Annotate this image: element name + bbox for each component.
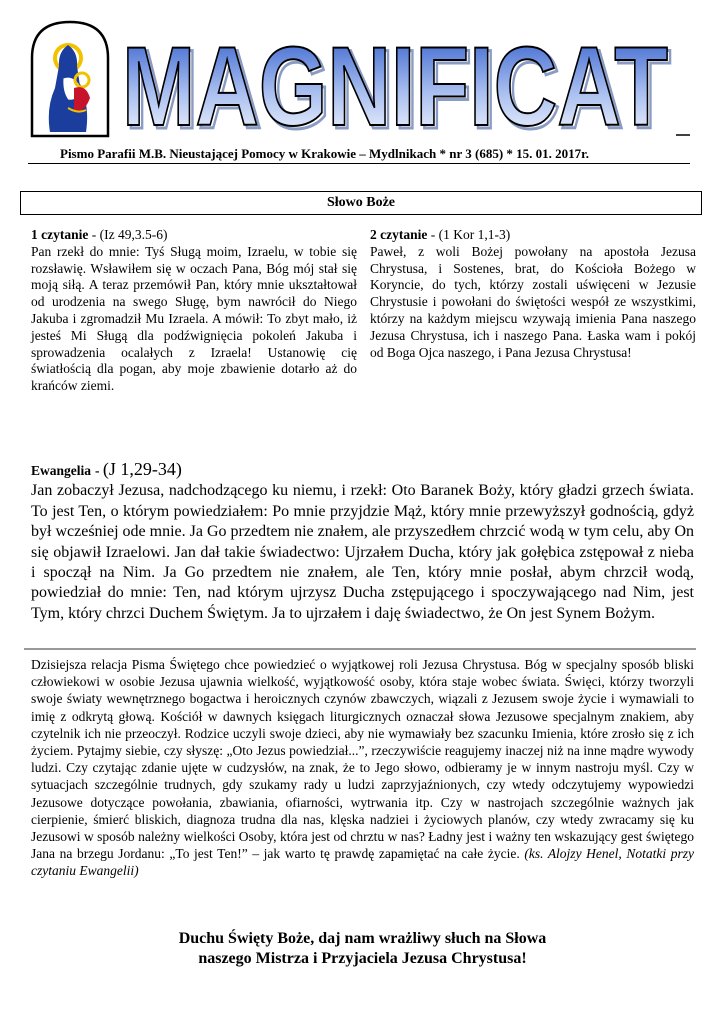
masthead-subtitle: Pismo Parafii M.B. Nieustającej Pomocy w Krakowie – Mydlnikach * nr 3 (685) * 15. 01. 2017r. — [60, 146, 589, 161]
commentary-source: (ks. Alojzy Henel, Notatki przy czytaniu Ewangelii) — [31, 846, 695, 879]
masthead — [28, 18, 692, 146]
closing-line-2: naszego Mistrza i Przyjaciela Jezusa Chrystusa! — [198, 950, 527, 967]
gospel-label: Ewangelia — [31, 463, 92, 478]
masthead-title — [122, 24, 671, 146]
first-reading-ref: (Iz 49,3.5-6) — [99, 227, 168, 242]
closing-line-1: Duchu Święty Boże, daj nam wrażliwy słuch na Słowa — [178, 930, 547, 947]
second-reading-label: 2 czytanie — [370, 227, 428, 242]
second-reading-ref: (1 Kor 1,1-3) — [438, 227, 511, 242]
gospel-ref: (J 1,29-34) — [102, 459, 182, 479]
madonna-logo-icon — [32, 22, 108, 136]
second-reading: 2 czytanie - (1 Kor 1,1-3) Paweł, z woli Bożej powołany na apostoła Jezusa Chrystusa, i Sostenes, brat, do Kościoła Bożego w Koryncie, do tych, którzy zostali uświęceni w Jezusie Chrystusie i powołani do świętości wespół ze wszystkimi, którzy na każdym miejscu wzywają imienia Pana naszego Jezusa Chrystusa, ich i naszego Pana. Łaska wam i pokój od Boga Ojca naszego, i Pana Jezusa Chrystusa! — [370, 227, 696, 360]
commentary — [31, 656, 694, 880]
gospel-text: Jan zobaczył Jezusa, nadchodzącego ku niemu, i rzekł: Oto Baranek Boży, który gładzi grzech świata. To jest Ten, o którym powiedziałem: Po mnie przyjdzie Mąż, który mnie przewyższył godnością, gdyż był wcześniej ode mnie. Ja Go przedtem nie znałem, ale przyszedłem chrzcić wodą w tym celu, aby On się objawił Izraelowi. Jan dał takie świadectwo: Ujrzałem Ducha, który jak gołębica zstępował z nieba i spoczął na Nim. Ja Go przedtem nie znałem, ale Ten, który mnie posłał, abym chrzcił wodą, powiedział do mnie: Ten, nad którym ujrzysz Ducha zstępującego i spoczywającego nad Nim, jest Tym, który chrzci Duchem Świętym. Ja to ujrzałem i daję świadectwo, że On jest Synem Bożym. — [31, 482, 694, 622]
first-reading: 1 czytanie - (Iz 49,3.5-6) Pan rzekł do mnie: Tyś Sługą moim, Izraelu, w tobie się rozsławię. Wsławiłem się w oczach Pana, Bóg mój stał się moją siłą. A teraz przemówił Pan, który mnie ukształtował od urodzenia na swego Sługę, bym nawrócił do Niego Jakuba i zgromadził Mu Izraela. A mówił: To zbyt mało, iż jesteś Mi Sługą dla podźwignięcia pokoleń Jakuba i sprowadzenia ocalałych z Izraela! Ustanowię cię światłością dla pogan, aby moje zbawienie dotarło aż do krańców ziemi. — [31, 227, 357, 394]
second-reading-text: Paweł, z woli Bożej powołany na apostoła Jezusa Chrystusa, i Sostenes, brat, do Kościoła Bożego w Koryncie, do tych, którzy zostali uświęceni w Jezusie Chrystusie i powołani do świętości wespół ze wszystkimi, którzy na każdym miejscu wzywają imienia Pana naszego Jezusa Chrystusa, ich i naszego Pana. Łaska wam i pokój od Boga Ojca naszego, i Pana Jezusa Chrystusa! — [370, 243, 696, 360]
commentary-divider — [24, 648, 696, 650]
section-title: Słowo Boże — [20, 191, 702, 215]
header-divider — [28, 163, 690, 164]
svg-text:MAGNIFICAT: MAGNIFICAT — [122, 24, 668, 146]
svg-text:MAGNIFICAT: MAGNIFICAT — [125, 27, 671, 146]
gospel: Ewangelia - (J 1,29-34) Jan zobaczył Jezusa, nadchodzącego ku niemu, i rzekł: Oto Baranek Boży, który gładzi grzech świata. To jest Ten, o którym powiedziałem: Po mnie przyjdzie Mąż, który mnie przewyższył godnością, gdyż był wcześniej ode mnie. Ja Go przedtem nie znałem, ale przyszedłem chrzcić wodą w tym celu, aby On się objawił Izraelowi. Jan dał takie świadectwo: Ujrzałem Ducha, który jak gołębica zstępował z nieba i spoczął na Nim. Ja Go przedtem nie znałem, ale Ten, który mnie posłał, abym chrzcił wodą, powiedział do mnie: Ten, nad którym ujrzysz Ducha zstępującego i spoczywającego nad Nim, jest Tym, który chrzci Duchem Świętym. Ja to ujrzałem i daję świadectwo, że On jest Synem Bożym. — [31, 459, 694, 622]
commentary-text: Dzisiejsza relacja Pisma Świętego chce powiedzieć o wyjątkowej roli Jezusa Chrystusa. Bóg w specjalny sposób bliski człowiekowi w osobie Jezusa ujawnia wielkość, wyjątkowość osoby, która staje wobec świata. Święci, którzy tworzyli swoje światy wewnętrznego bogactwa i heroicznych czynów zbawczych, wiązali z Jezusem swoje życie i wymawiali to imię z odkrytą głową. Kościół w dawnych księgach liturgicznych oznaczał słowa Jezusowe specjalnym znakiem, aby czytelnik ich nie przeoczył. Rodzice uczyli swoje dzieci, aby nie wymawiały bez szacunku Imienia, które zrosło się z ich życiem. Pytajmy siebie, czy słyszę: „Oto Jezus powiedział...”, rzeczywiście reagujemy inaczej niż na inne mądre wywody ludzi. Czy czytając zdanie ujęte w cudzysłów, na znak, że to Jego słowo, odbieramy je w innym nastroju myśl. Czy w sytuacjach szczególnie trudnych, gdy szukamy rady u ludzi zaprzyjaźnionych, czy wtedy odczytujemy wypowiedzi Jezusowe dotyczące powołania, zbawiania, ofiarności, wytrwania itp. Czy w nastrojach szczególnie ważnych jak cierpienie, śmierć bliskich, diagnoza trudna dla nas, klęska nadziei i życiowych planów, czy wtedy zwracamy się ku Jezusowi w sposób należny wielkości Osoby, która jest od chrztu w nas? Ładny jest i ważny ten wskazujący gest świętego Jana na brzegu Jordanu: „To jest Ten!” – jak warto tę prawdę zapamiętać na całe życie. — [31, 657, 694, 862]
first-reading-label: 1 czytanie — [31, 227, 89, 242]
closing-prayer — [31, 929, 694, 969]
first-reading-text: Pan rzekł do mnie: Tyś Sługą moim, Izraelu, w tobie się rozsławię. Wsławiłem się w oczach Pana, Bóg mój stał się moją siłą. A teraz przemówił Pan, który mnie ukształtował od urodzenia na swego Sługę, bym nawrócił do Niego Jakuba i zgromadził Mu Izraela. A mówił: To zbyt mało, iż jesteś Mi Sługą dla podźwignięcia pokoleń Jakuba i sprowadzenia ocalałych z Izraela! Ustanowię cię światłością dla pogan, aby moje zbawienie dotarło aż do krańców ziemi. — [31, 243, 357, 394]
